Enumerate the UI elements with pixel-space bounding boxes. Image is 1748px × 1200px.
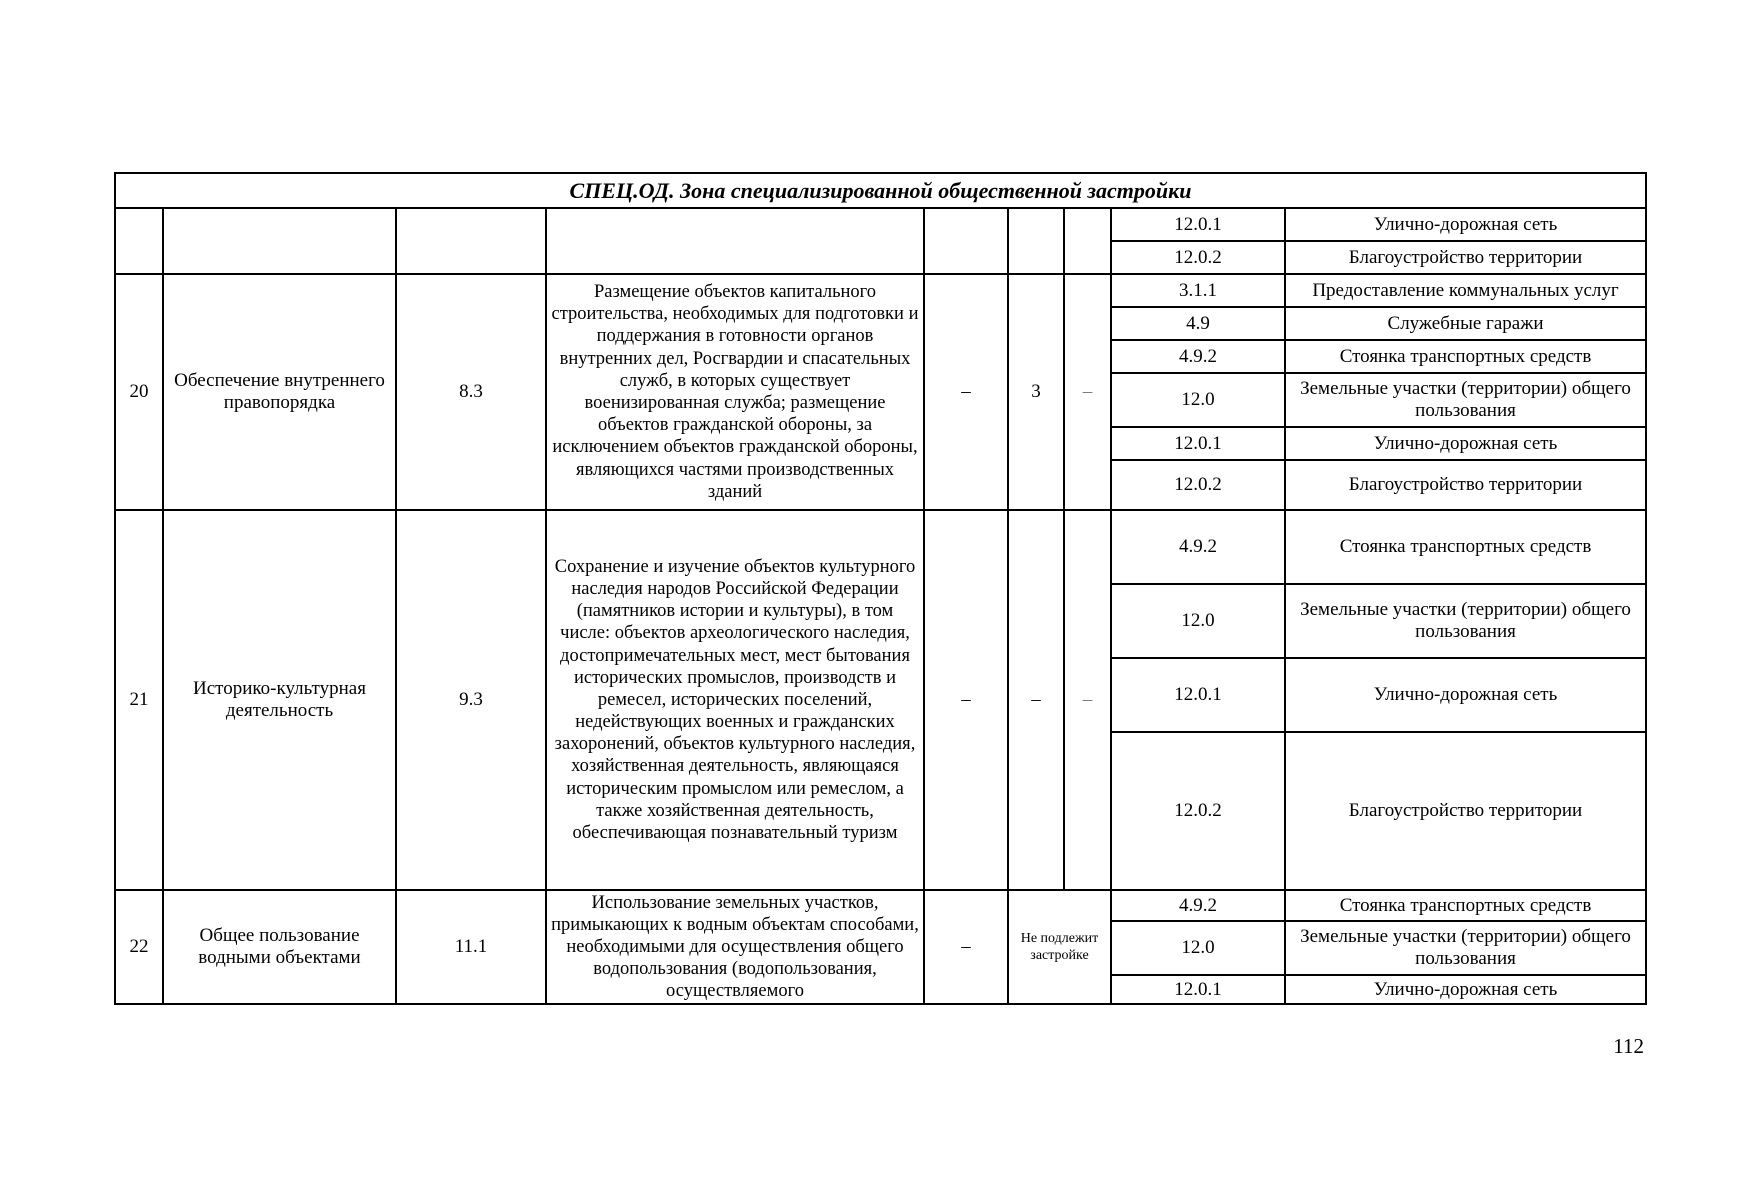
aux-code: 12.0 [1111, 921, 1285, 975]
use-name: Обеспечение внутреннего правопорядка [163, 274, 396, 510]
empty-cell [115, 208, 163, 274]
aux-name: Благоустройство территории [1285, 241, 1646, 274]
aux-code: 12.0.1 [1111, 427, 1285, 460]
table-row [115, 274, 1646, 307]
empty-cell [924, 208, 1008, 274]
empty-cell [163, 208, 396, 274]
empty-cell [1064, 208, 1111, 274]
table-title-row [115, 173, 1646, 208]
aux-name: Улично-дорожная сеть [1285, 208, 1646, 241]
aux-name: Земельные участки (территории) общего пользования [1285, 584, 1646, 658]
aux-code: 4.9.2 [1111, 340, 1285, 373]
table-row [115, 890, 1646, 921]
use-name: Историко-культурная деятельность [163, 510, 396, 890]
use-description: Использование земельных участков, примыкающих к водным объектам способами, необходимыми для осуществления общего водопользования (водопользования, осуществляемого [546, 890, 924, 1004]
aux-code: 4.9 [1111, 307, 1285, 340]
aux-code: 12.0.2 [1111, 460, 1285, 510]
table-row [115, 510, 1646, 584]
table-title: СПЕЦ.ОД. Зона специализированной общественной застройки [115, 173, 1646, 208]
aux-name: Благоустройство территории [1285, 460, 1646, 510]
param-cell: 3 [1008, 274, 1064, 510]
row-number: 22 [115, 890, 163, 1004]
use-name: Общее пользование водными объектами [163, 890, 396, 1004]
aux-name: Земельные участки (территории) общего пользования [1285, 373, 1646, 427]
use-description: Размещение объектов капитального строительства, необходимых для подготовки и поддержания в готовности органов внутренних дел, Росгвардии и спасательных служб, в которых существует военизированная служба; размещение объектов гражданской обороны, за исключением объектов гражданской обороны, являющихся частями производственных зданий [546, 274, 924, 510]
page-number: 112 [1613, 1034, 1644, 1058]
empty-cell [546, 208, 924, 274]
param-cell: – [924, 510, 1008, 890]
aux-name: Улично-дорожная сеть [1285, 427, 1646, 460]
aux-name: Благоустройство территории [1285, 732, 1646, 890]
param-cell: – [1064, 274, 1111, 510]
aux-name: Служебные гаражи [1285, 307, 1646, 340]
row-number: 21 [115, 510, 163, 890]
aux-code: 12.0 [1111, 584, 1285, 658]
empty-cell [396, 208, 546, 274]
aux-code: 4.9.2 [1111, 890, 1285, 921]
aux-code: 12.0 [1111, 373, 1285, 427]
aux-code: 12.0.2 [1111, 241, 1285, 274]
param-cell: – [924, 890, 1008, 1004]
aux-name: Улично-дорожная сеть [1285, 975, 1646, 1004]
use-code: 8.3 [396, 274, 546, 510]
aux-code: 4.9.2 [1111, 510, 1285, 584]
not-subject-to-building: Не подлежит застройке [1008, 890, 1111, 1004]
param-cell: – [924, 274, 1008, 510]
aux-name: Стоянка транспортных средств [1285, 340, 1646, 373]
aux-name: Стоянка транспортных средств [1285, 890, 1646, 921]
param-cell: – [1008, 510, 1064, 890]
aux-name: Предоставление коммунальных услуг [1285, 274, 1646, 307]
use-code: 11.1 [396, 890, 546, 1004]
aux-code: 12.0.1 [1111, 658, 1285, 732]
aux-code: 12.0.2 [1111, 732, 1285, 890]
aux-code: 12.0.1 [1111, 975, 1285, 1004]
use-code: 9.3 [396, 510, 546, 890]
table-row [115, 208, 1646, 241]
use-description: Сохранение и изучение объектов культурного наследия народов Российской Федерации (памятников истории и культуры), в том числе: объектов археологического наследия, достопримечательных мест, мест бытования исторических промыслов, производств и ремесел, исторических поселений, недействующих военных и гражданских захоронений, объектов культурного наследия, хозяйственная деятельность, являющаяся историческим промыслом или ремеслом, а также хозяйственная деятельность, обеспечивающая познавательный туризм [546, 510, 924, 890]
aux-code: 12.0.1 [1111, 208, 1285, 241]
aux-code: 3.1.1 [1111, 274, 1285, 307]
empty-cell [1008, 208, 1064, 274]
param-cell: – [1064, 510, 1111, 890]
aux-name: Стоянка транспортных средств [1285, 510, 1646, 584]
row-number: 20 [115, 274, 163, 510]
aux-name: Улично-дорожная сеть [1285, 658, 1646, 732]
aux-name: Земельные участки (территории) общего пользования [1285, 921, 1646, 975]
zone-table [114, 172, 1647, 1005]
